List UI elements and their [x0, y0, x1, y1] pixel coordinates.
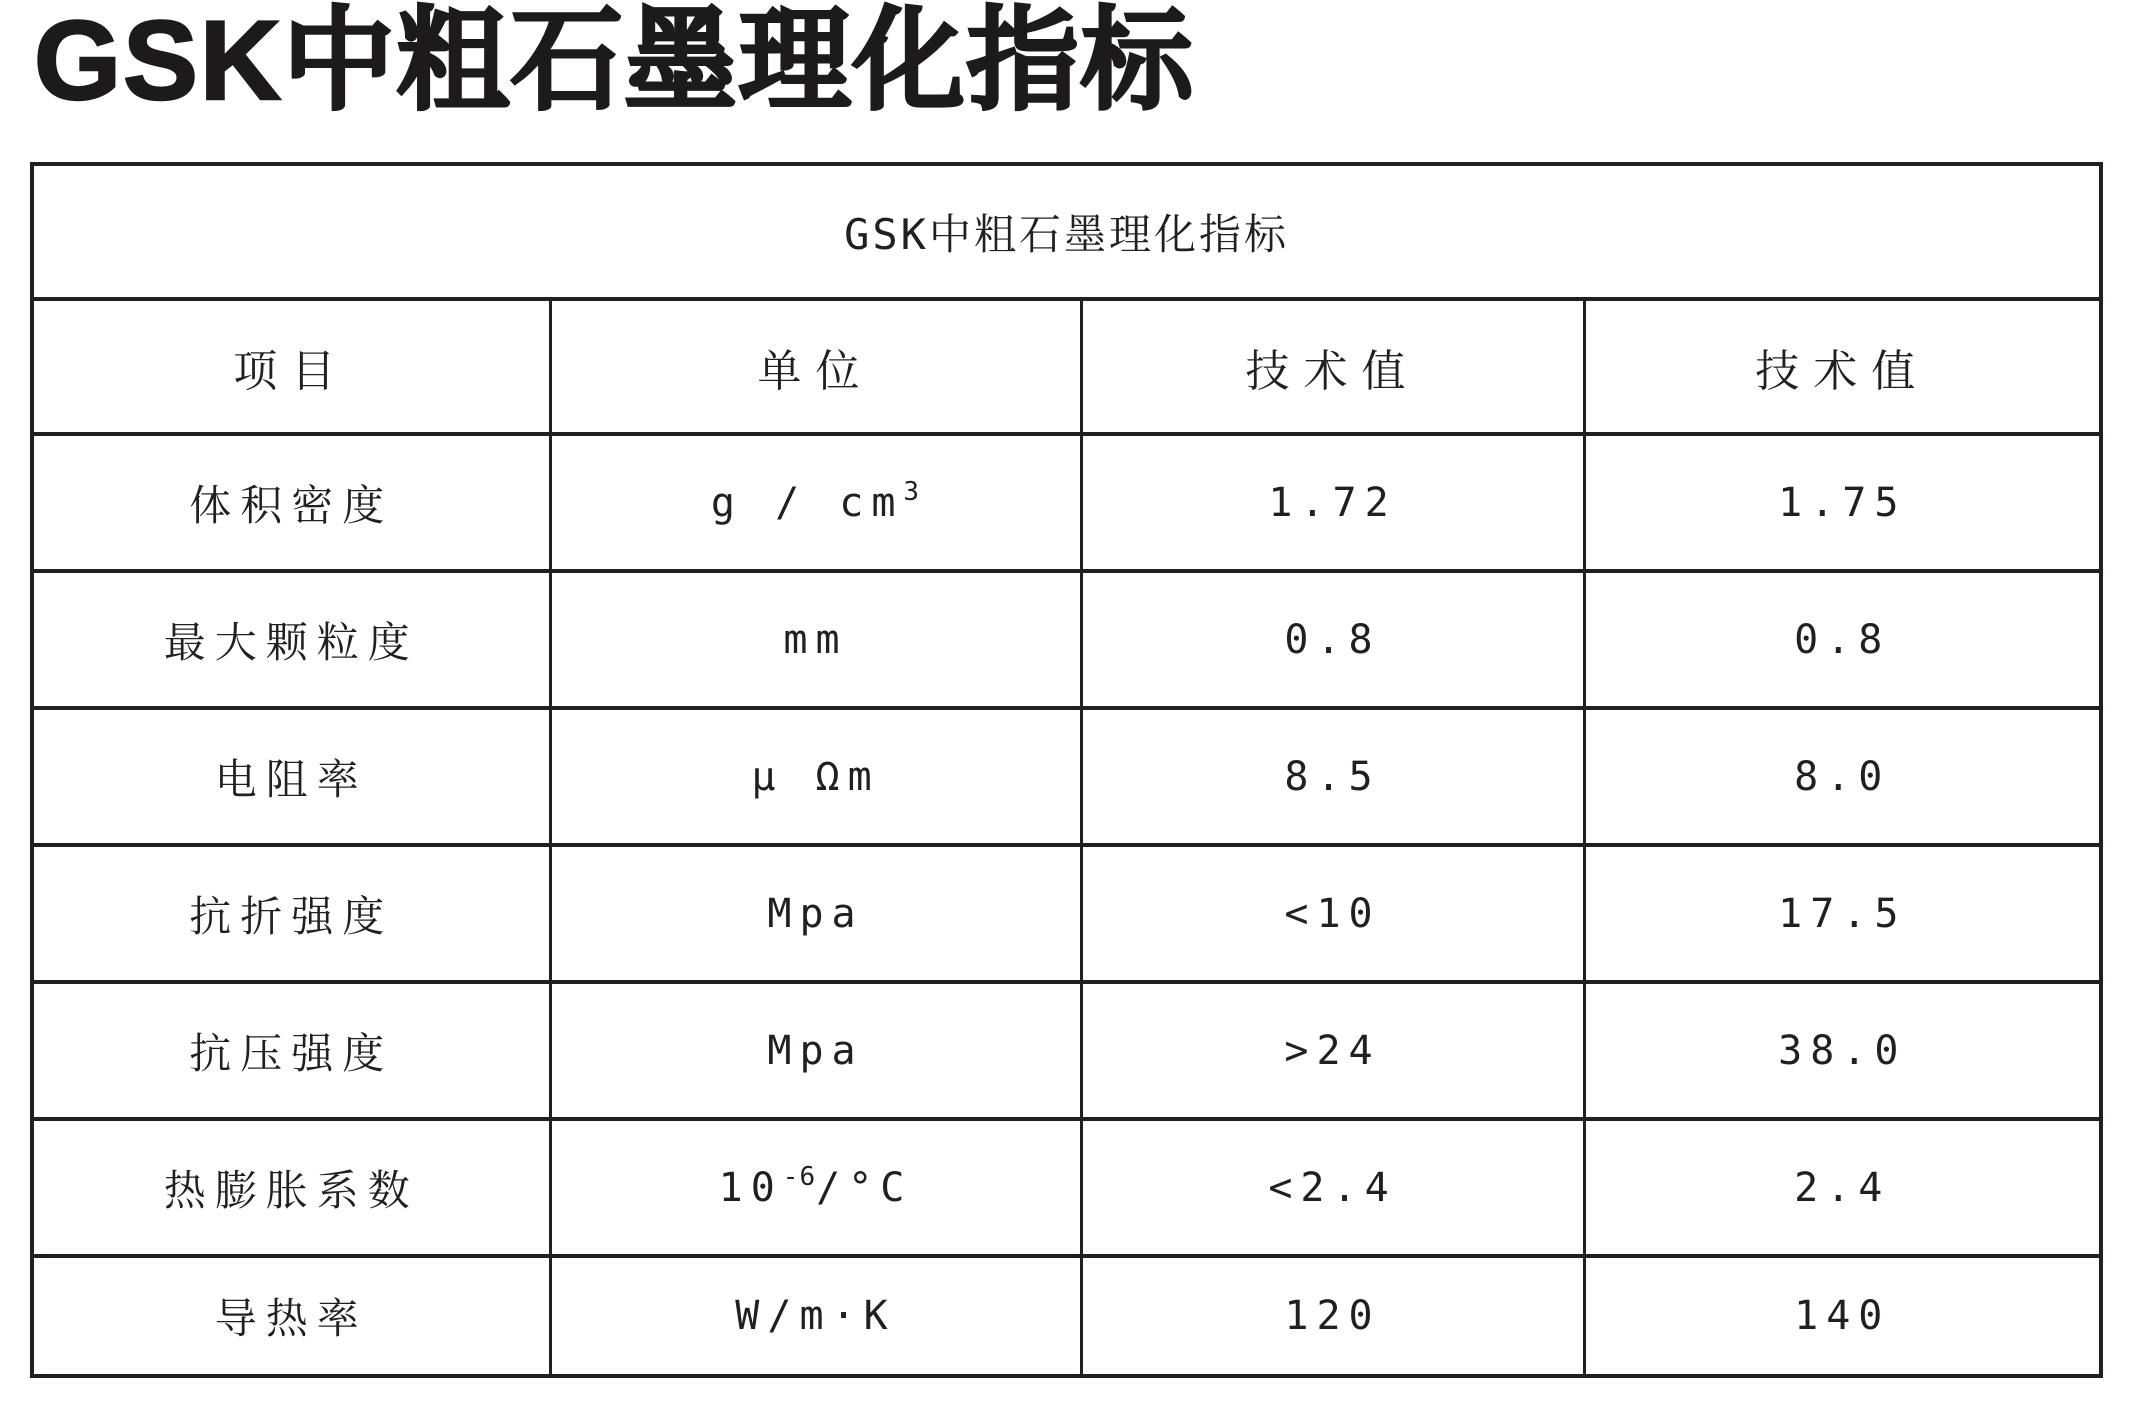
value-1-cell: 0.8 [1081, 571, 1584, 708]
table-header-row [32, 299, 2101, 434]
item-cell: 热膨胀系数 [32, 1119, 550, 1256]
value-2-cell: 0.8 [1584, 571, 2101, 708]
table-row [32, 982, 2101, 1119]
unit-cell: W/m·K [550, 1256, 1081, 1376]
item-cell: 电阻率 [32, 708, 550, 845]
unit-cell: Mpa [550, 982, 1081, 1119]
table-row [32, 1256, 2101, 1376]
item-cell: 体积密度 [32, 434, 550, 571]
table-caption-row [32, 164, 2101, 299]
value-1-cell: >24 [1081, 982, 1584, 1119]
item-cell: 导热率 [32, 1256, 550, 1376]
unit-cell: mm [550, 571, 1081, 708]
table-row [32, 1119, 2101, 1256]
column-header-value-1: 技术值 [1081, 299, 1584, 434]
value-1-cell: <10 [1081, 845, 1584, 982]
item-cell: 抗折强度 [32, 845, 550, 982]
value-2-cell: 17.5 [1584, 845, 2101, 982]
spec-table [30, 162, 2103, 1378]
value-1-cell: 8.5 [1081, 708, 1584, 845]
table-row [32, 571, 2101, 708]
unit-cell: $10^{-6}/^\circ C$ [550, 1119, 1081, 1256]
value-1-cell: 1.72 [1081, 434, 1584, 571]
value-2-cell: 8.0 [1584, 708, 2101, 845]
value-2-cell: 1.75 [1584, 434, 2101, 571]
item-cell: 最大颗粒度 [32, 571, 550, 708]
value-1-cell: <2.4 [1081, 1119, 1584, 1256]
unit-cell: g / $cm^3$ [550, 434, 1081, 571]
table-row [32, 845, 2101, 982]
table-row [32, 434, 2101, 571]
column-header-unit: 单位 [550, 299, 1081, 434]
table-row [32, 708, 2101, 845]
value-2-cell: 2.4 [1584, 1119, 2101, 1256]
value-2-cell: 38.0 [1584, 982, 2101, 1119]
unit-cell: μ Ωm [550, 708, 1081, 845]
column-header-value-2: 技术值 [1584, 299, 2101, 434]
value-2-cell: 140 [1584, 1256, 2101, 1376]
column-header-item: 项目 [32, 299, 550, 434]
value-1-cell: 120 [1081, 1256, 1584, 1376]
table-caption: GSK中粗石墨理化指标 [32, 164, 2101, 299]
item-cell: 抗压强度 [32, 982, 550, 1119]
page-title: GSK中粗石墨理化指标 [34, 0, 1195, 123]
unit-cell: Mpa [550, 845, 1081, 982]
